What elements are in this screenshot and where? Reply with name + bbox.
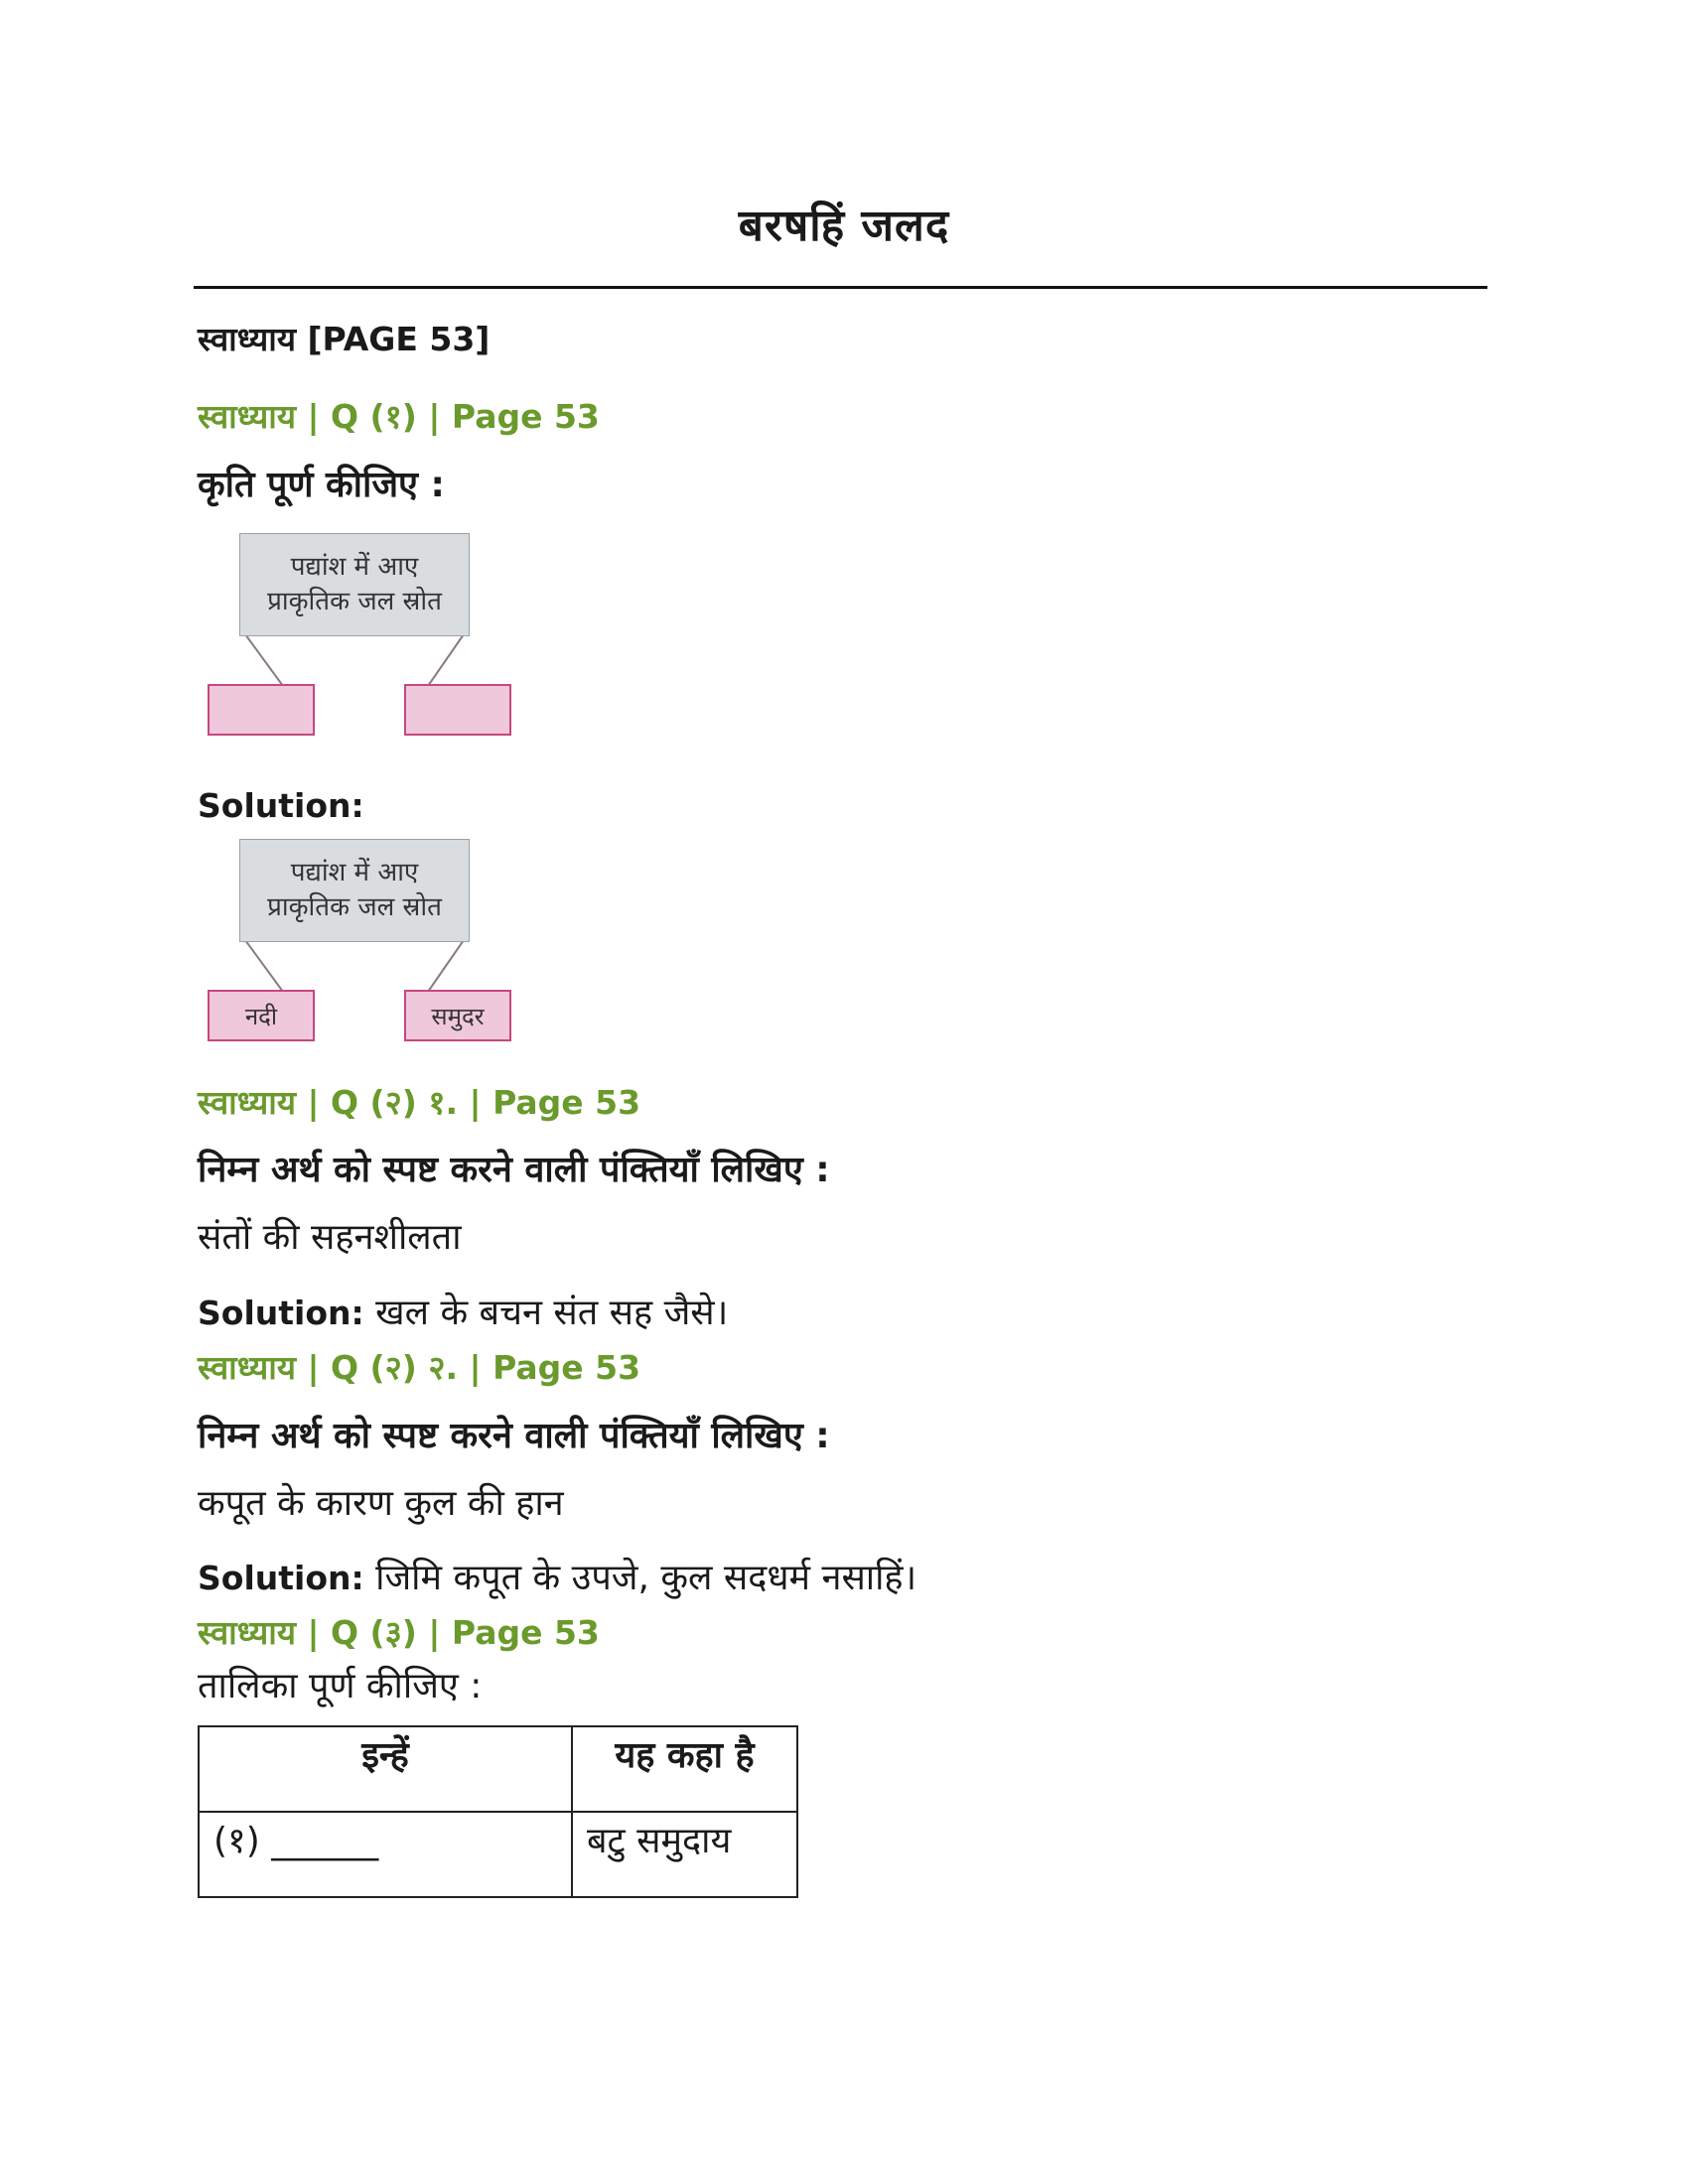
diagram-top-line-1: पद्यांश में आए: [290, 551, 419, 582]
table-header-row: [199, 1726, 797, 1812]
table-row: [199, 1812, 797, 1897]
question-1-solution-label: Solution:: [198, 786, 364, 825]
question-2-2-solution: [198, 1552, 916, 1600]
solution-label: Solution:: [198, 1294, 364, 1332]
solution-diagram-top-line-1: पद्यांश में आए: [290, 857, 419, 887]
question-3-table: [198, 1725, 798, 1898]
question-2-1-prompt: संतों की सहनशीलता: [198, 1217, 462, 1258]
table-header-cell: यह कहा है: [572, 1726, 797, 1812]
table-cell: बटु समुदाय: [572, 1812, 797, 1897]
table-cell: (१) ______: [199, 1812, 572, 1897]
section-heading: स्वाध्याय [PAGE 53]: [198, 320, 491, 358]
diagram-blank-box-right: [404, 684, 511, 736]
solution-diagram-top-line-2: प्राकृतिक जल स्रोत: [267, 892, 442, 922]
question-3-text: तालिका पूर्ण कीजिए :: [198, 1666, 483, 1706]
question-1-heading: स्वाध्याय | Q (१) | Page 53: [198, 397, 600, 436]
solution-diagram-top-box: [239, 839, 470, 942]
question-2-2-prompt: कपूत के कारण कुल की हान: [198, 1483, 564, 1524]
title-divider: [194, 286, 1487, 289]
solution-answer-right: समुदर: [404, 990, 511, 1041]
question-2-1-text: निम्न अर्थ को स्पष्ट करने वाली पंक्तियाँ लिखिए :: [198, 1150, 830, 1190]
page-title: बरषहिं जलद: [738, 201, 950, 251]
question-1-diagram: [204, 531, 521, 750]
diagram-blank-box-left: [208, 684, 315, 736]
question-3-heading: स्वाध्याय | Q (३) | Page 53: [198, 1613, 600, 1652]
table-header-cell: इन्हें: [199, 1726, 572, 1812]
solution-answer-left: नदी: [208, 990, 315, 1041]
diagram-top-box: [239, 533, 470, 636]
solution-text: खल के बचन संत सह जैसे।: [363, 1293, 729, 1333]
question-1-solution-diagram: [204, 837, 521, 1055]
solution-text: जिमि कपूत के उपजे, कुल सदधर्म नसाहिं।: [363, 1558, 917, 1598]
question-2-1-heading: स्वाध्याय | Q (२) १. | Page 53: [198, 1083, 641, 1122]
solution-label: Solution:: [198, 1559, 364, 1597]
question-2-1-solution: [198, 1287, 728, 1335]
question-2-2-heading: स्वाध्याय | Q (२) २. | Page 53: [198, 1348, 641, 1387]
diagram-top-line-2: प्राकृतिक जल स्रोत: [267, 587, 442, 616]
question-1-text: कृति पूर्ण कीजिए :: [198, 465, 445, 505]
question-2-2-text: निम्न अर्थ को स्पष्ट करने वाली पंक्तियाँ लिखिए :: [198, 1416, 830, 1456]
